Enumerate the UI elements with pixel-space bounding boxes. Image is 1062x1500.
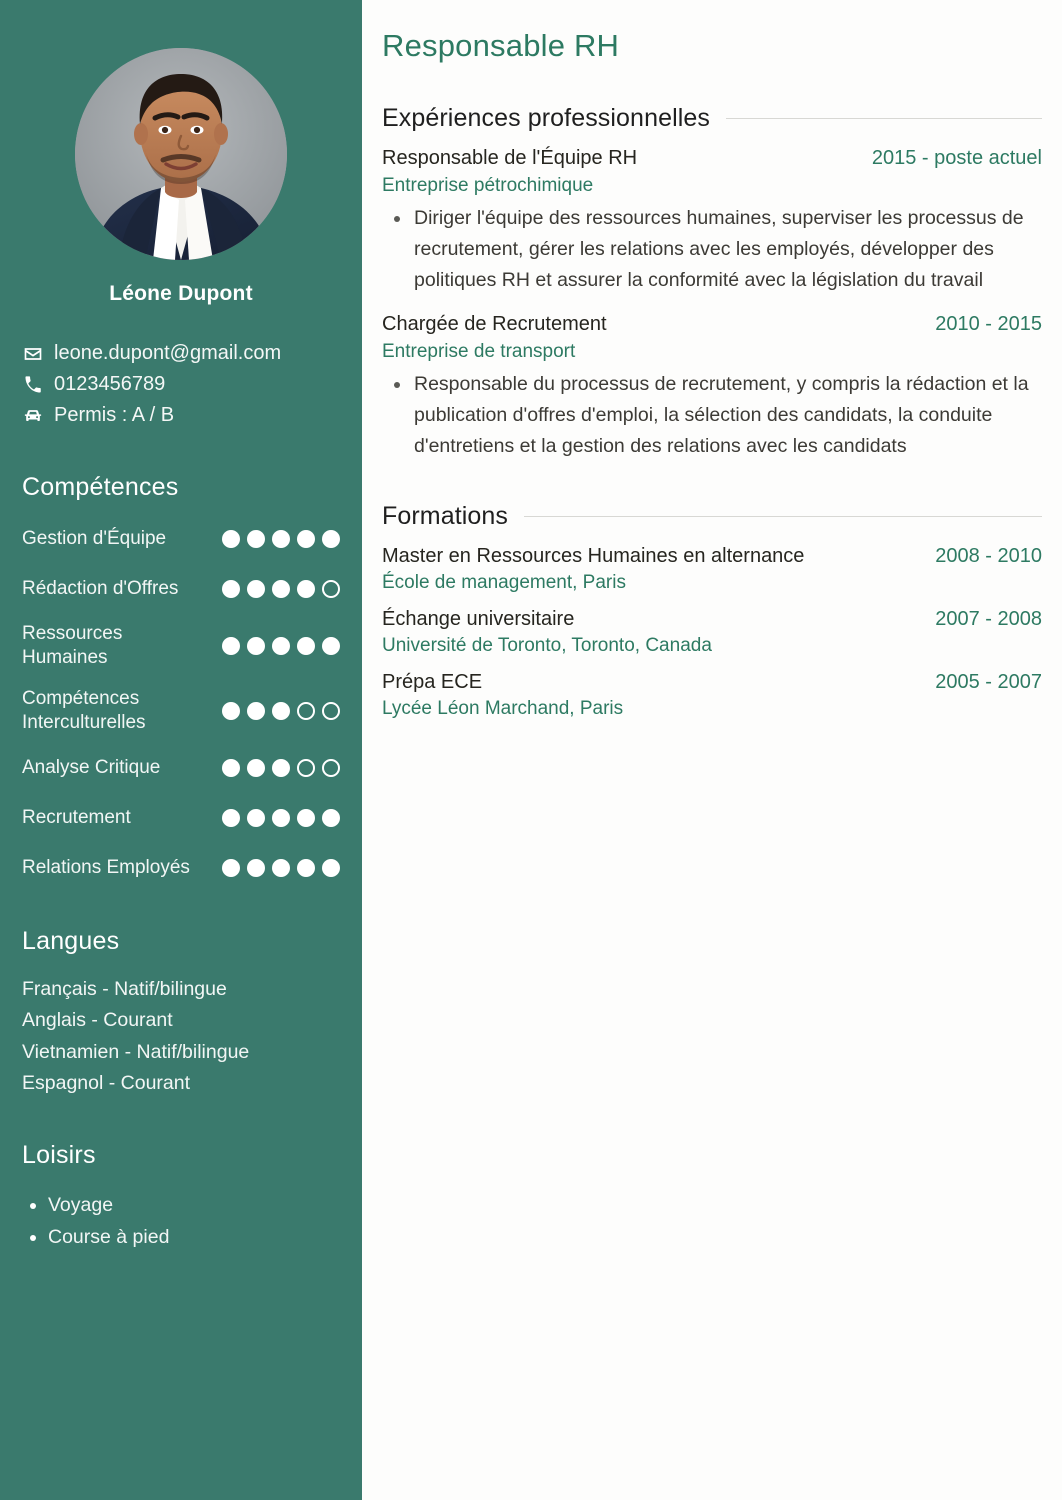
- rating-dot-filled: [247, 859, 265, 877]
- education-entry: [382, 608, 1042, 657]
- languages-list: [22, 974, 340, 1099]
- rating-dot-filled: [272, 530, 290, 548]
- skill-rating-dots: [222, 637, 340, 655]
- experience-entry: [382, 313, 1042, 463]
- skill-rating-dots: [222, 702, 340, 720]
- hobbies-heading: Loisirs: [22, 1141, 96, 1169]
- education-list: [382, 545, 1042, 720]
- skill-rating-dots: [222, 809, 340, 827]
- rating-dot-empty: [297, 759, 315, 777]
- section-divider: [524, 516, 1042, 517]
- education-heading: Formations: [382, 502, 509, 531]
- hobby-item: Course à pied: [22, 1222, 340, 1254]
- experience-entry-header: [382, 147, 1042, 170]
- skill-row: [22, 572, 340, 606]
- rating-dot-filled: [247, 702, 265, 720]
- skill-rating-dots: [222, 530, 340, 548]
- rating-dot-filled: [222, 702, 240, 720]
- language-item: Français - Natif/bilingue: [22, 978, 227, 1001]
- experience-date: 2015 - poste actuel: [871, 147, 1042, 169]
- education-organisation: Lycée Léon Marchand, Paris: [382, 698, 624, 720]
- rating-dot-empty: [322, 580, 340, 598]
- hobbies-list: [22, 1190, 340, 1253]
- avatar-container: [22, 0, 340, 260]
- sidebar: [0, 0, 362, 1500]
- full-name: Léone Dupont: [109, 282, 253, 305]
- experience-section-header: [382, 104, 1042, 133]
- education-section-header: [382, 502, 1042, 531]
- rating-dot-filled: [272, 702, 290, 720]
- rating-dot-empty: [322, 702, 340, 720]
- contact-license-value: Permis : A / B: [54, 404, 175, 426]
- skill-row: [22, 801, 340, 835]
- rating-dot-filled: [247, 809, 265, 827]
- education-entry-header: [382, 545, 1042, 568]
- skill-row: [22, 851, 340, 885]
- experience-list: [382, 147, 1042, 462]
- contact-license: [22, 400, 340, 431]
- rating-dot-filled: [322, 637, 340, 655]
- rating-dot-filled: [297, 530, 315, 548]
- experience-heading: Expériences professionnelles: [382, 104, 710, 132]
- skill-row: [22, 751, 340, 785]
- rating-dot-filled: [247, 530, 265, 548]
- rating-dot-filled: [297, 580, 315, 598]
- contact-list: [22, 338, 340, 431]
- skills-list: [22, 522, 340, 885]
- rating-dot-filled: [272, 859, 290, 877]
- rating-dot-filled: [247, 759, 265, 777]
- skill-label: Rédaction d'Offres: [22, 577, 179, 599]
- skill-label: Compétences Interculturelles: [22, 687, 146, 733]
- education-date: 2005 - 2007: [935, 671, 1042, 694]
- email-icon: [22, 344, 44, 364]
- language-item: Anglais - Courant: [22, 1009, 173, 1032]
- rating-dot-filled: [297, 809, 315, 827]
- language-item: Vietnamien - Natif/bilingue: [22, 1040, 250, 1063]
- contact-email[interactable]: [22, 338, 340, 369]
- skill-rating-dots: [222, 859, 340, 877]
- contact-phone-value: 0123456789: [54, 373, 166, 395]
- contact-phone[interactable]: [22, 369, 340, 400]
- education-date: 2007 - 2008: [935, 608, 1042, 631]
- education-date: 2008 - 2010: [935, 545, 1042, 568]
- skills-heading: Compétences: [22, 473, 179, 501]
- education-title: Échange universitaire: [382, 608, 575, 631]
- car-icon: [22, 406, 44, 426]
- experience-bullet: Responsable du processus de recrutement, y compris la rédaction et la publication d'offres d'emploi, la sélection des candidats, la conduite d'entretiens et la gestion des relations avec les candidats: [382, 369, 1042, 463]
- education-entry-header: [382, 608, 1042, 631]
- education-entry: [382, 545, 1042, 594]
- rating-dot-filled: [222, 859, 240, 877]
- education-entry: [382, 671, 1042, 720]
- skill-label: Ressources Humaines: [22, 623, 123, 669]
- experience-organisation: Entreprise de transport: [382, 340, 576, 362]
- experience-entry: [382, 147, 1042, 297]
- experience-organisation: Entreprise pétrochimique: [382, 175, 594, 196]
- rating-dot-empty: [297, 702, 315, 720]
- skill-rating-dots: [222, 580, 340, 598]
- rating-dot-filled: [247, 580, 265, 598]
- education-title: Prépa ECE: [382, 671, 483, 694]
- language-item: Espagnol - Courant: [22, 1071, 191, 1094]
- contact-email-value: leone.dupont@gmail.com: [54, 342, 282, 364]
- experience-entry-header: [382, 313, 1042, 336]
- rating-dot-filled: [322, 809, 340, 827]
- rating-dot-filled: [247, 637, 265, 655]
- skill-label: Recrutement: [22, 807, 131, 829]
- rating-dot-filled: [272, 809, 290, 827]
- phone-icon: [22, 375, 44, 395]
- education-title: Master en Ressources Humaines en alternance: [382, 545, 805, 568]
- skill-rating-dots: [222, 759, 340, 777]
- experience-bullets: [382, 203, 1042, 297]
- rating-dot-filled: [272, 637, 290, 655]
- skill-label: Relations Employés: [22, 857, 190, 879]
- rating-dot-filled: [222, 809, 240, 827]
- skill-label: Analyse Critique: [22, 757, 161, 779]
- skill-label: Gestion d'Équipe: [22, 527, 167, 549]
- skill-row: [22, 522, 340, 556]
- rating-dot-filled: [297, 859, 315, 877]
- rating-dot-filled: [222, 759, 240, 777]
- education-entry-header: [382, 671, 1042, 694]
- skill-row: [22, 622, 340, 671]
- education-organisation: École de management, Paris: [382, 572, 626, 594]
- section-divider: [726, 118, 1042, 119]
- experience-title: Chargée de Recrutement: [382, 312, 607, 335]
- hobby-item: Voyage: [22, 1190, 340, 1222]
- experience-date: 2010 - 2015: [935, 312, 1042, 335]
- page-title: Responsable RH: [382, 28, 620, 63]
- profile-photo-illustration: [75, 48, 287, 260]
- experience-bullets: [382, 369, 1042, 463]
- rating-dot-filled: [297, 637, 315, 655]
- skill-row: [22, 687, 340, 736]
- experience-title: Responsable de l'Équipe RH: [382, 147, 638, 169]
- education-organisation: Université de Toronto, Toronto, Canada: [382, 635, 712, 657]
- avatar: [75, 48, 287, 260]
- experience-bullet: Diriger l'équipe des ressources humaines, superviser les processus de recrutement, gérer les relations avec les employés, développer des politiques RH et assurer la conformité avec la législation du travail: [382, 203, 1042, 297]
- rating-dot-filled: [222, 637, 240, 655]
- rating-dot-empty: [322, 759, 340, 777]
- main-column: [362, 0, 1062, 1500]
- rating-dot-filled: [222, 530, 240, 548]
- rating-dot-filled: [322, 859, 340, 877]
- rating-dot-filled: [322, 530, 340, 548]
- rating-dot-filled: [222, 580, 240, 598]
- languages-heading: Langues: [22, 927, 120, 956]
- rating-dot-filled: [272, 759, 290, 777]
- rating-dot-filled: [272, 580, 290, 598]
